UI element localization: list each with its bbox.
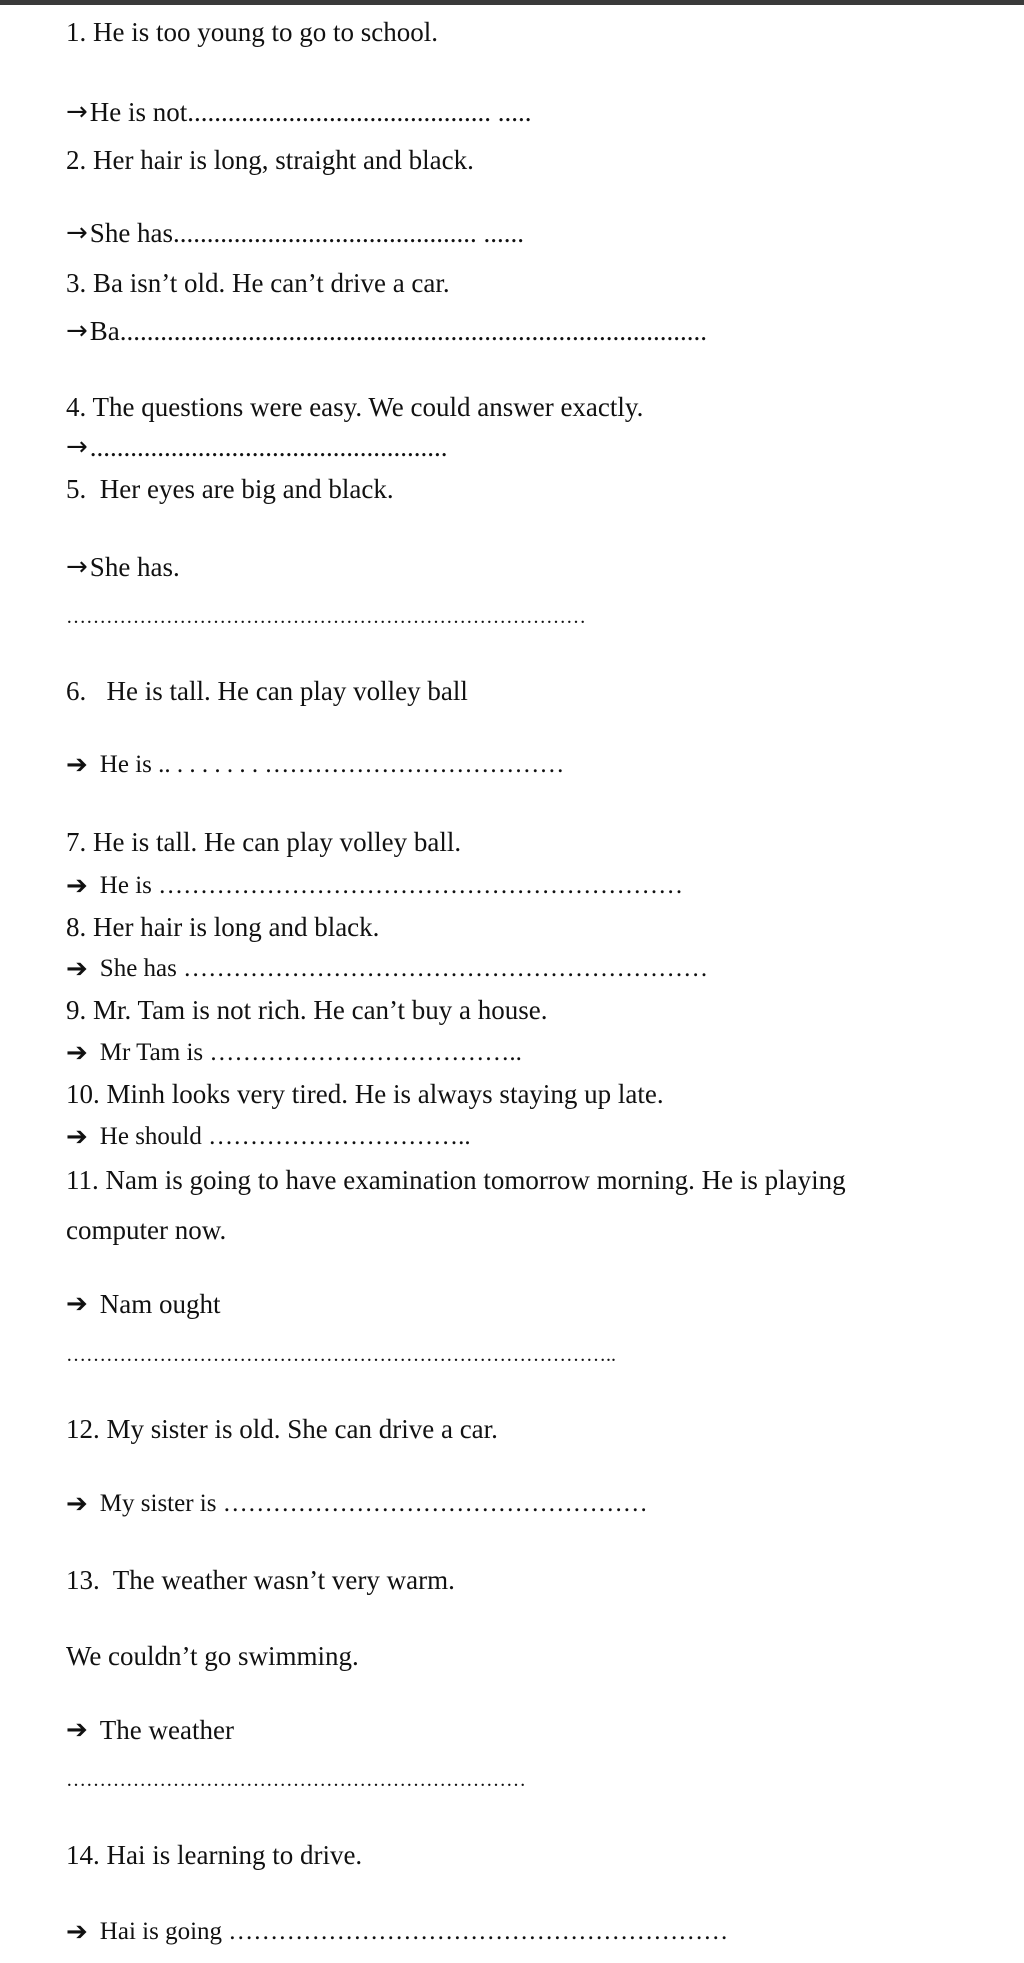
- answer-13: [66, 1713, 234, 1747]
- arrow-icon: ➔: [66, 750, 88, 780]
- answer-9-blank: Mr Tam is ………………………………..: [99, 1039, 522, 1066]
- answer-1: [66, 95, 532, 129]
- answer-11-text: Nam ought: [99, 1289, 221, 1319]
- arrow-icon: ➔: [66, 1122, 88, 1152]
- answer-4-blank: .....................................................: [89, 432, 448, 462]
- answer-11: [66, 1287, 221, 1321]
- question-4: 4. The questions were easy. We could answer exactly.: [66, 392, 644, 422]
- question-11: 11. Nam is going to have examination tomorrow morning. He is playing: [66, 1165, 846, 1195]
- answer-5: [66, 550, 180, 584]
- arrow-icon: ➔: [66, 871, 88, 901]
- arrow-icon: ➔: [66, 1715, 88, 1745]
- question-8: 8. Her hair is long and black.: [66, 912, 380, 942]
- question-12: 12. My sister is old. She can drive a car.: [66, 1414, 498, 1444]
- answer-12: [66, 1487, 648, 1521]
- arrow-icon: ➔: [66, 1489, 88, 1519]
- arrow-icon: →: [66, 552, 88, 582]
- answer-11-blank: ………………………………………………………………………..: [66, 1344, 616, 1366]
- answer-1-blank: He is not............................................. .....: [89, 97, 532, 127]
- answer-6-blank: He is .. . . . . . . . ………………………………: [99, 751, 565, 778]
- question-10: 10. Minh looks very tired. He is always staying up late.: [66, 1079, 664, 1109]
- answer-12-blank: My sister is ……………………………………………: [99, 1490, 648, 1517]
- answer-5-text: She has.: [89, 552, 180, 582]
- question-3: 3. Ba isn’t old. He can’t drive a car.: [66, 268, 450, 298]
- answer-6: [66, 748, 564, 782]
- question-2: 2. Her hair is long, straight and black.: [66, 145, 474, 175]
- question-9: 9. Mr. Tam is not rich. He can’t buy a house.: [66, 995, 548, 1025]
- arrow-icon: →: [66, 432, 88, 462]
- answer-8: [66, 952, 708, 986]
- arrow-icon: ➔: [66, 954, 88, 984]
- question-14: 14. Hai is learning to drive.: [66, 1840, 363, 1870]
- question-5: 5. Her eyes are big and black.: [66, 474, 394, 504]
- answer-10-blank: He should …………………………..: [99, 1123, 471, 1150]
- answer-2-blank: She has............................................. ......: [89, 218, 525, 248]
- answer-13-blank: ……………………………………………………………: [66, 1769, 526, 1791]
- answer-4: [66, 430, 448, 464]
- answer-3: [66, 314, 707, 348]
- question-7: 7. He is tall. He can play volley ball.: [66, 827, 462, 857]
- answer-7: [66, 869, 683, 903]
- arrow-icon: →: [66, 97, 88, 127]
- answer-10: [66, 1120, 471, 1154]
- arrow-icon: ➔: [66, 1038, 88, 1068]
- question-11-cont: computer now.: [66, 1215, 227, 1245]
- arrow-icon: →: [66, 218, 88, 248]
- answer-13-text: The weather: [99, 1715, 234, 1745]
- answer-3-blank: Ba.......................................................................................: [89, 316, 708, 346]
- question-13: 13. The weather wasn’t very warm.: [66, 1565, 455, 1595]
- top-border: [0, 0, 1024, 5]
- arrow-icon: ➔: [66, 1917, 88, 1947]
- answer-2: [66, 216, 524, 250]
- answer-9: [66, 1036, 522, 1070]
- arrow-icon: ➔: [66, 1289, 88, 1319]
- question-1: 1. He is too young to go to school.: [66, 17, 438, 47]
- answer-14: [66, 1915, 728, 1949]
- answer-14-blank: Hai is going ……………………………………………………: [99, 1918, 729, 1945]
- question-6: 6. He is tall. He can play volley ball: [66, 676, 468, 706]
- answer-5-blank: ……………………………………………………………………: [66, 606, 586, 628]
- answer-7-blank: He is ………………………………………………………: [99, 872, 684, 899]
- question-13-cont: We couldn’t go swimming.: [66, 1641, 359, 1671]
- answer-8-blank: She has ………………………………………………………: [99, 955, 709, 982]
- arrow-icon: →: [66, 316, 88, 346]
